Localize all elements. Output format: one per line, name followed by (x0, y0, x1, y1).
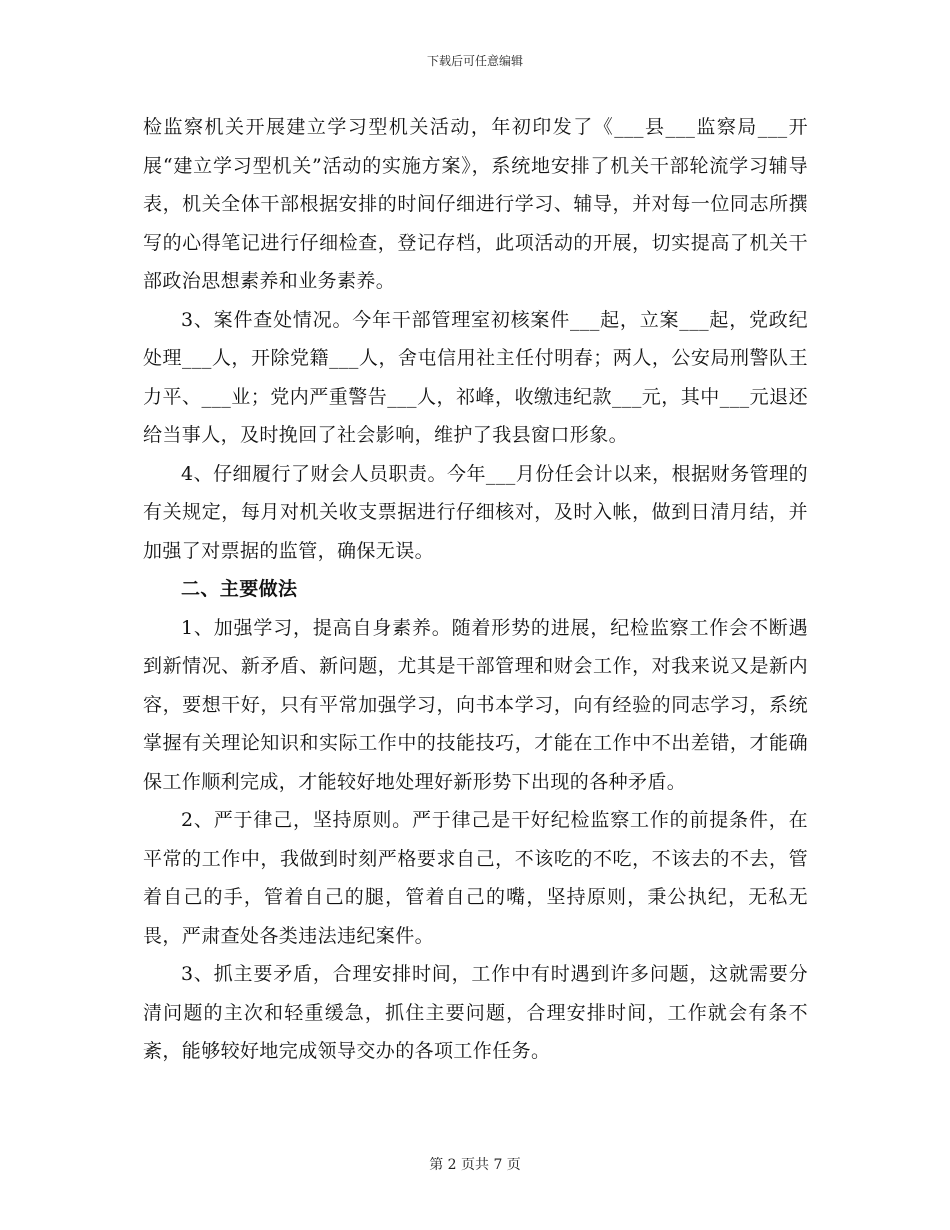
paragraph-finance-duties: 4、仔细履行了财会人员职责。今年___月份任会计以来，根据财务管理的有关规定，每月对机关收支票据进行仔细核对，及时入帐，做到日清月结，并加强了对票据的监管，确保无误。 (143, 462, 808, 562)
paragraph-self-discipline: 2、严于律己，坚持原则。严于律己是干好纪检监察工作的前提条件，在平常的工作中，我做到时刻严格要求自己，不该吃的不吃，不该去的不去，管着自己的手，管着自己的腿，管着自己的嘴，坚持原则，秉公执纪，无私无畏，严肃查处各类违法违纪案件。 (143, 809, 808, 947)
paragraph-learning-activity: 检监察机关开展建立学习型机关活动，年初印发了《___县___监察局___开展“建立学习型机关”活动的实施方案》，系统地安排了机关干部轮流学习辅导表，机关全体干部根据安排的时间仔细进行学习、辅导，并对每一位同志所撰写的心得笔记进行仔细检查，登记存档，此项活动的开展，切实提高了机关干部政治思想素养和业务素养。 (143, 116, 808, 292)
section-heading-main-practices: 二、主要做法 (181, 578, 298, 600)
page-header: 下载后可任意编辑 (426, 54, 523, 68)
paragraph-strengthen-learning: 1、加强学习，提高自身素养。随着形势的进展，纪检监察工作会不断遇到新情况、新矛盾、新问题，尤其是干部管理和财会工作，对我来说又是新内容，要想干好，只有平常加强学习，向书本学习，向有经验的同志学习，系统掌握有关理论知识和实际工作中的技能技巧，才能在工作中不出差错，才能确保工作顺利完成，才能较好地处理好新形势下出现的各种矛盾。 (143, 616, 808, 793)
page-number-footer: 第 2 页共 7 页 (429, 1157, 521, 1173)
paragraph-main-contradictions: 3、抓主要矛盾，合理安排时间，工作中有时遇到许多问题，这就需要分清问题的主次和轻重缓急，抓住主要问题，合理安排时间，工作就会有条不紊，能够较好地完成领导交办的各项工作任务。 (143, 963, 808, 1062)
paragraph-case-handling: 3、案件查处情况。今年干部管理室初核案件___起，立案___起，党政纪处理___人，开除党籍___人，舍屯信用社主任付明春；两人，公安局刑警队王力平、___业；党内严重警告___人，祁峰，收缴违纪款___元，其中___元退还给当事人，及时挽回了社会影响，维护了我县窗口形象。 (143, 308, 808, 446)
document-body (143, 108, 808, 1071)
